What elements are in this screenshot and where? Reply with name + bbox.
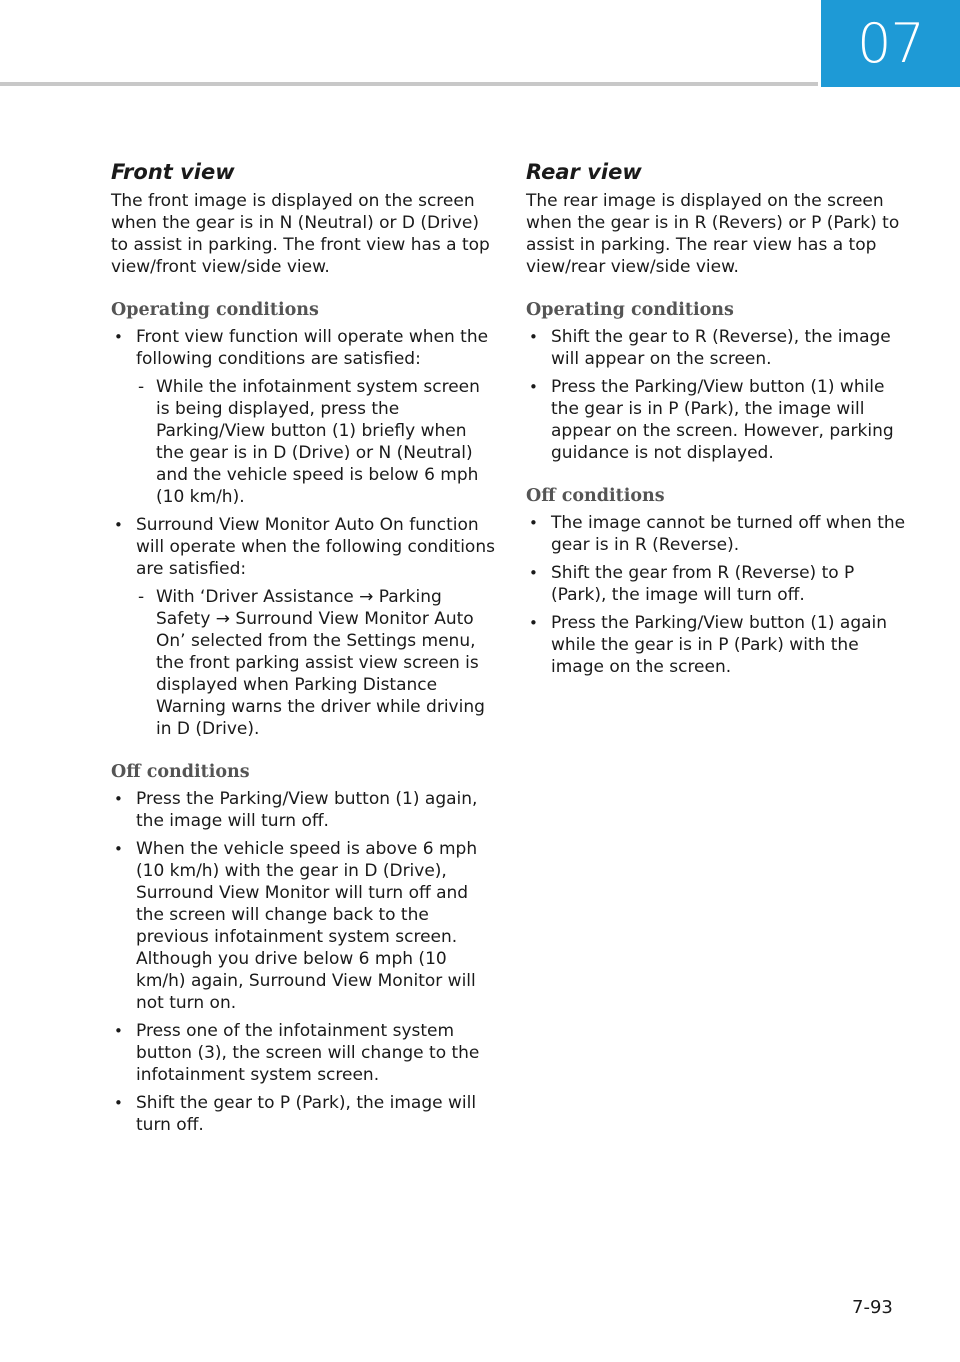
sub-list	[136, 586, 496, 740]
bullet-icon: •	[529, 514, 538, 532]
list-item-text: Press the Parking/View button (1) again, the image will turn off.	[136, 789, 478, 831]
rear-off-list	[526, 512, 906, 678]
list-item	[526, 562, 906, 606]
list-item	[111, 788, 496, 832]
dash-icon: -	[138, 377, 145, 397]
front-view-intro: The front image is displayed on the screen when the gear is in N (Neutral) or D (Drive) to assist in parking. The front view has a top view/front view/side view.	[111, 191, 490, 277]
list-item	[526, 512, 906, 556]
front-view-title: Front view	[111, 160, 235, 184]
sub-list-item-text: With ‘Driver Assistance → Parking Safety → Surround View Monitor Auto On’ selected from the Settings menu, the front parking assist view screen is displayed when Parking Distance Warning warns the driver while driving in D (Drive).	[156, 587, 485, 739]
list-item-text: Press one of the infotainment system button (3), the screen will change to the infotainment system screen.	[136, 1021, 480, 1085]
sub-list-item	[136, 376, 496, 508]
bullet-icon: •	[529, 328, 538, 346]
bullet-icon: •	[114, 516, 123, 534]
list-item-text: Shift the gear to R (Reverse), the image will appear on the screen.	[551, 327, 891, 369]
list-item	[111, 1092, 496, 1136]
bullet-icon: •	[529, 614, 538, 632]
list-item-text: Shift the gear from R (Reverse) to P (Park), the image will turn off.	[551, 563, 855, 605]
rear-view-section	[526, 160, 906, 700]
list-item-text: Surround View Monitor Auto On function will operate when the following conditions are satisfied:	[136, 515, 495, 579]
list-item-text: Shift the gear to P (Park), the image will turn off.	[136, 1093, 477, 1135]
bullet-icon: •	[114, 840, 123, 858]
front-operating-heading: Operating conditions	[111, 300, 319, 320]
list-item	[526, 326, 906, 370]
rear-view-title: Rear view	[526, 160, 642, 184]
rear-view-intro: The rear image is displayed on the screen when the gear is in R (Revers) or P (Park) to assist in parking. The rear view has a top view/rear view/side view.	[526, 191, 900, 277]
page-number: 7-93	[852, 1297, 893, 1318]
dash-icon: -	[138, 587, 145, 607]
list-item-text: Press the Parking/View button (1) while the gear is in P (Park), the image will appear on the screen. However, parking guidance is not displayed.	[551, 377, 894, 463]
front-off-heading: Off conditions	[111, 762, 250, 782]
bullet-icon: •	[114, 790, 123, 808]
rear-off-heading: Off conditions	[526, 486, 665, 506]
sub-list-item-text: While the infotainment system screen is being displayed, press the Parking/View button (1) briefly when the gear is in D (Drive) or N (Neutral) and the vehicle speed is below 6 mph (10 km/h).	[156, 377, 480, 507]
front-operating-list	[111, 326, 496, 740]
list-item-text: The image cannot be turned off when the gear is in R (Reverse).	[551, 513, 906, 555]
bullet-icon: •	[529, 378, 538, 396]
list-item	[111, 514, 496, 740]
chapter-tab: 07	[821, 0, 960, 87]
list-item	[111, 838, 496, 1014]
header-rule	[0, 82, 818, 86]
bullet-icon: •	[114, 328, 123, 346]
bullet-icon: •	[114, 1094, 123, 1112]
sub-list	[136, 376, 496, 508]
sub-list-item	[136, 586, 496, 740]
list-item-text: Front view function will operate when the following conditions are satisfied:	[136, 327, 489, 369]
list-item	[526, 376, 906, 464]
front-off-list	[111, 788, 496, 1136]
bullet-icon: •	[529, 564, 538, 582]
list-item	[111, 1020, 496, 1086]
list-item	[526, 612, 906, 678]
list-item-text: Press the Parking/View button (1) again while the gear is in P (Park) with the image on the screen.	[551, 613, 888, 677]
bullet-icon: •	[114, 1022, 123, 1040]
list-item	[111, 326, 496, 508]
rear-operating-list	[526, 326, 906, 464]
list-item-text: When the vehicle speed is above 6 mph (10 km/h) with the gear in D (Drive), Surround View Monitor will turn off and the screen will change back to the previous infotainment system screen. Although you drive below 6 mph (10 km/h) again, Surround View Monitor will not turn on.	[136, 839, 478, 1013]
front-view-section	[111, 160, 496, 1158]
rear-operating-heading: Operating conditions	[526, 300, 734, 320]
